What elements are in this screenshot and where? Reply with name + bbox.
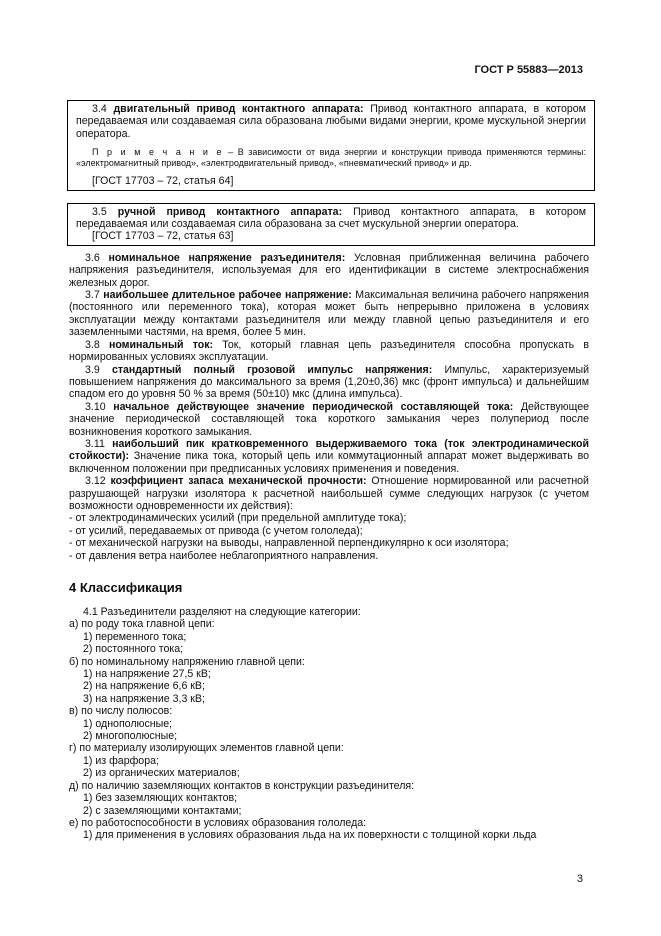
- classification-list: [69, 618, 589, 841]
- term-number: 3.8: [85, 338, 100, 351]
- term-name: двигательный привод контактного аппарата:: [113, 103, 364, 115]
- term-paragraph: [69, 252, 589, 289]
- classification-option: 2) постоянного тока;: [83, 643, 184, 656]
- term-paragraph: [69, 401, 589, 438]
- classification-category: а) по роду тока главной цепи:: [69, 618, 215, 631]
- classification-category: г) по материалу изолирующих элементов главной цепи:: [69, 742, 344, 755]
- page-number: 3: [576, 873, 583, 885]
- note-label: П р и м е ч а н и е: [92, 147, 224, 158]
- term-name: номинальный ток:: [108, 338, 214, 351]
- term-paragraph: [69, 364, 589, 401]
- term-number: 3.9: [85, 363, 100, 376]
- term-box-3-4: [67, 100, 595, 191]
- term-definition: Ток, который главная цепь разъединителя способна пропускать в нормированных условиях эксплуатации.: [69, 338, 590, 364]
- term-definition: Привод контактного аппарата, в котором передаваемая или создаваемая сила образована любыми видами энергии, кроме мускульной энергии оператора.: [76, 103, 586, 140]
- list-item: - от усилий, передаваемых от привода (с учетом гололеда);: [69, 524, 363, 537]
- classification-option: 2) из органических материалов;: [83, 767, 240, 780]
- classification-option: 3) на напряжение 3,3 кВ;: [83, 692, 205, 705]
- classification-category: е) по работоспособности в условиях образования гололеда:: [69, 816, 367, 829]
- term-box-3-5: [67, 203, 595, 246]
- term-name: наибольший пик кратковременного выдерживаемого тока (ток электродинамической стойкости):: [69, 437, 589, 463]
- classification-option: 2) на напряжение 6,6 кВ;: [83, 680, 205, 693]
- term-number: 3.7: [85, 289, 100, 302]
- list-item: - от давления ветра наиболее неблагоприятного направления.: [69, 549, 379, 562]
- term-name: наибольшее длительное рабочее напряжение:: [103, 289, 352, 302]
- classification-option: 1) на напряжение 27,5 кВ;: [83, 668, 211, 681]
- term-paragraph: [76, 103, 586, 140]
- classification-option: 1) однополюсные;: [83, 717, 173, 730]
- term-reference: [ГОСТ 17703 – 72, статья 64]: [92, 175, 234, 188]
- classification-option: 1) без заземляющих контактов;: [83, 792, 238, 805]
- term-paragraph: [69, 475, 589, 512]
- term-name: коэффициент запаса механической прочности:: [110, 475, 367, 488]
- term-definition: Значение пика тока, который цепь или коммутационный аппарат может выдерживать во включенном положении при предписанных условиях применения и поведения.: [69, 450, 589, 475]
- list-item: - от электродинамических усилий (при предельной амплитуде тока);: [69, 512, 407, 525]
- section-title: 4 Классификация: [69, 580, 183, 595]
- term-definition: Импульс, характеризуемый повышением напряжения до максимального за время (1,20±0,36) мкс (фронт импульса) и дальнейшим спадом его до уровня 50 % за время (50±10) мкс (длина импульса).: [69, 363, 589, 401]
- classification-option: 2) с заземляющими контактами;: [83, 804, 242, 817]
- note-text: – В зависимости от вида энергии и конструкции привода применяются термины: «электромагнитный привод», «электродвигательный привод», «пневматический привод» и др.: [76, 147, 586, 169]
- term-definition: Максимальная величина рабочего напряжения (постоянного или переменного тока), которая может быть непрерывно приложена в условиях эксплуатации между контактами разъединителя или между главной цепью разъединителя и его заземленными частями, на время, более 5 мин.: [69, 289, 590, 339]
- term-reference: [ГОСТ 17703 – 72, статья 63]: [92, 230, 234, 243]
- term-definition: Действующее значение периодической составляющей тока короткого замыкания через полупериод после возникновения короткого замыкания.: [69, 400, 589, 438]
- load-list: [69, 512, 589, 562]
- term-paragraph: [76, 206, 586, 231]
- term-paragraph: [69, 438, 589, 475]
- term-name: ручной привод контактного аппарата:: [117, 205, 343, 218]
- classification-option: 1) для применения в условиях образования льда на их поверхности с толщиной корки льда: [83, 829, 537, 842]
- term-paragraph: [69, 289, 589, 339]
- term-name: номинальное напряжение разъединителя:: [108, 251, 346, 264]
- classification-option: 1) переменного тока;: [83, 630, 187, 643]
- classification-option: 1) из фарфора;: [83, 754, 159, 767]
- term-number: 3.11: [85, 437, 105, 450]
- term-number: 3.10: [85, 400, 106, 413]
- term-definition: Отношение нормированной или расчетной разрушающей нагрузки изолятора к расчетной наибольшей сумме следующих нагрузок (с учетом возможности одновременности их действия):: [69, 475, 589, 512]
- term-number: 3.6: [85, 251, 100, 264]
- term-definition: Условная приближенная величина рабочего напряжения разъединителя, используемая для его идентификации в системе электроснабжения железных дорог.: [69, 251, 589, 289]
- term-number: 3.4: [92, 103, 107, 115]
- classification-option: 2) многополюсные;: [83, 730, 178, 743]
- term-name: стандартный полный грозовой импульс напряжения:: [111, 363, 433, 376]
- terms-list: [69, 252, 589, 562]
- document-code: ГОСТ Р 55883—2013: [474, 64, 583, 76]
- term-number: 3.5: [92, 205, 107, 218]
- classification-category: б) по номинальному напряжению главной цепи:: [69, 655, 305, 668]
- classification-category: д) по наличию заземляющих контактов в конструкции разъединителя:: [69, 779, 415, 792]
- page-content: [69, 100, 589, 842]
- list-item: - от механической нагрузки на выводы, направленной перпендикулярно к оси изолятора;: [69, 537, 509, 550]
- term-paragraph: [69, 339, 589, 364]
- term-name: начальное действующее значение периодической составляющей тока:: [113, 400, 514, 413]
- section-intro: 4.1 Разъединители разделяют на следующие категории:: [83, 606, 361, 618]
- term-definition: Привод контактного аппарата, в котором передаваемая или создаваемая сила образована за счет мускульной энергии оператора.: [76, 205, 586, 231]
- classification-category: в) по числу полюсов:: [69, 705, 173, 718]
- term-number: 3.12: [85, 475, 106, 488]
- term-note: [76, 147, 586, 169]
